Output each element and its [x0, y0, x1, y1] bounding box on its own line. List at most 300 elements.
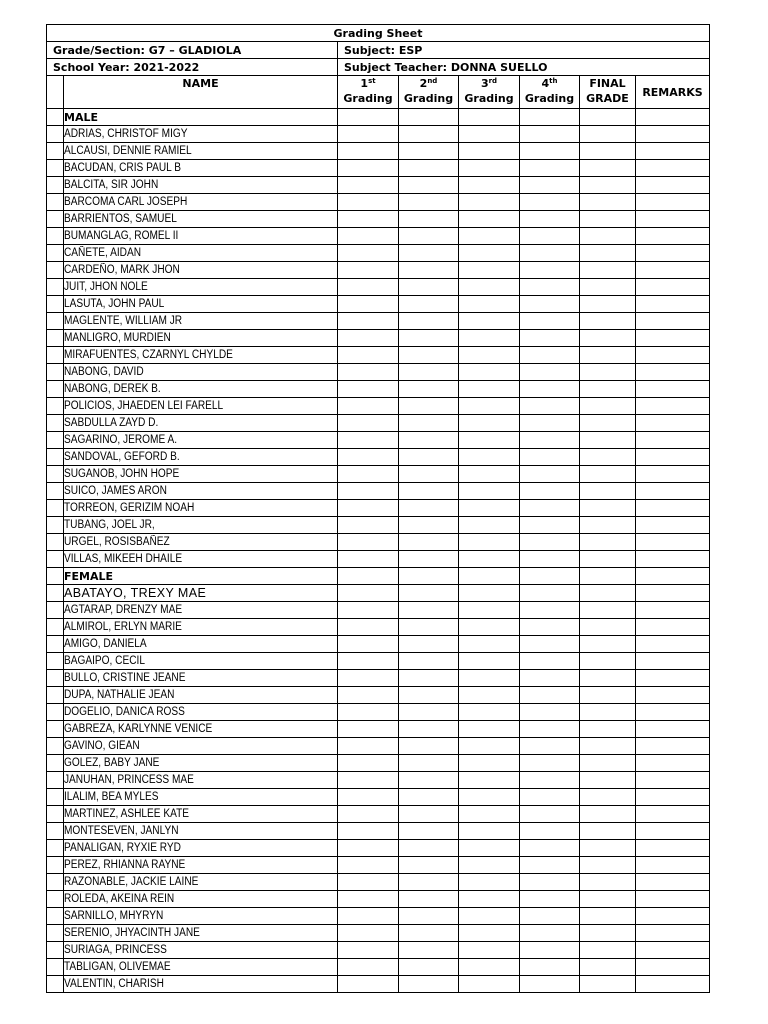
grade-3-cell[interactable]	[459, 279, 520, 296]
final-grade-cell[interactable]	[580, 653, 636, 670]
grade-1-cell[interactable]	[338, 789, 399, 806]
grade-1-cell[interactable]	[338, 602, 399, 619]
final-grade-cell[interactable]	[580, 823, 636, 840]
grade-3-cell[interactable]	[459, 908, 520, 925]
grade-1-cell[interactable]	[338, 381, 399, 398]
grade-3-cell[interactable]	[459, 755, 520, 772]
grade-4-cell[interactable]	[520, 517, 580, 534]
grade-1-cell[interactable]	[338, 823, 399, 840]
grade-4-cell[interactable]	[520, 500, 580, 517]
grade-3-cell[interactable]	[459, 296, 520, 313]
final-grade-cell[interactable]	[580, 500, 636, 517]
grade-2-cell[interactable]	[399, 381, 459, 398]
grade-1-cell[interactable]	[338, 534, 399, 551]
grade-4-cell[interactable]	[520, 568, 580, 585]
grade-1-cell[interactable]	[338, 925, 399, 942]
remarks-cell[interactable]	[636, 857, 710, 874]
grade-3-cell[interactable]	[459, 194, 520, 211]
grade-1-cell[interactable]	[338, 245, 399, 262]
grade-4-cell[interactable]	[520, 908, 580, 925]
final-grade-cell[interactable]	[580, 245, 636, 262]
grade-2-cell[interactable]	[399, 806, 459, 823]
remarks-cell[interactable]	[636, 585, 710, 602]
grade-4-cell[interactable]	[520, 296, 580, 313]
grade-4-cell[interactable]	[520, 126, 580, 143]
grade-1-cell[interactable]	[338, 891, 399, 908]
final-grade-cell[interactable]	[580, 976, 636, 993]
grade-3-cell[interactable]	[459, 976, 520, 993]
grade-3-cell[interactable]	[459, 364, 520, 381]
remarks-cell[interactable]	[636, 568, 710, 585]
remarks-cell[interactable]	[636, 908, 710, 925]
final-grade-cell[interactable]	[580, 840, 636, 857]
final-grade-cell[interactable]	[580, 364, 636, 381]
final-grade-cell[interactable]	[580, 551, 636, 568]
grade-2-cell[interactable]	[399, 619, 459, 636]
grade-1-cell[interactable]	[338, 483, 399, 500]
grade-3-cell[interactable]	[459, 602, 520, 619]
remarks-cell[interactable]	[636, 194, 710, 211]
grade-3-cell[interactable]	[459, 789, 520, 806]
remarks-cell[interactable]	[636, 432, 710, 449]
remarks-cell[interactable]	[636, 415, 710, 432]
grade-4-cell[interactable]	[520, 330, 580, 347]
grade-4-cell[interactable]	[520, 721, 580, 738]
remarks-cell[interactable]	[636, 806, 710, 823]
grade-2-cell[interactable]	[399, 857, 459, 874]
final-grade-cell[interactable]	[580, 177, 636, 194]
grade-4-cell[interactable]	[520, 806, 580, 823]
final-grade-cell[interactable]	[580, 806, 636, 823]
remarks-cell[interactable]	[636, 738, 710, 755]
grade-2-cell[interactable]	[399, 330, 459, 347]
grade-3-cell[interactable]	[459, 313, 520, 330]
grade-4-cell[interactable]	[520, 483, 580, 500]
grade-3-cell[interactable]	[459, 925, 520, 942]
final-grade-cell[interactable]	[580, 228, 636, 245]
grade-2-cell[interactable]	[399, 517, 459, 534]
grade-4-cell[interactable]	[520, 194, 580, 211]
remarks-cell[interactable]	[636, 466, 710, 483]
grade-4-cell[interactable]	[520, 653, 580, 670]
grade-3-cell[interactable]	[459, 109, 520, 126]
grade-1-cell[interactable]	[338, 347, 399, 364]
grade-3-cell[interactable]	[459, 483, 520, 500]
grade-4-cell[interactable]	[520, 551, 580, 568]
grade-4-cell[interactable]	[520, 228, 580, 245]
grade-4-cell[interactable]	[520, 585, 580, 602]
grade-3-cell[interactable]	[459, 398, 520, 415]
grade-3-cell[interactable]	[459, 619, 520, 636]
final-grade-cell[interactable]	[580, 398, 636, 415]
remarks-cell[interactable]	[636, 449, 710, 466]
final-grade-cell[interactable]	[580, 126, 636, 143]
grade-1-cell[interactable]	[338, 160, 399, 177]
grade-1-cell[interactable]	[338, 415, 399, 432]
grade-4-cell[interactable]	[520, 381, 580, 398]
grade-2-cell[interactable]	[399, 194, 459, 211]
grade-3-cell[interactable]	[459, 942, 520, 959]
grade-4-cell[interactable]	[520, 959, 580, 976]
grade-2-cell[interactable]	[399, 959, 459, 976]
remarks-cell[interactable]	[636, 704, 710, 721]
grade-4-cell[interactable]	[520, 143, 580, 160]
grade-3-cell[interactable]	[459, 738, 520, 755]
grade-3-cell[interactable]	[459, 262, 520, 279]
grade-2-cell[interactable]	[399, 466, 459, 483]
grade-4-cell[interactable]	[520, 347, 580, 364]
grade-4-cell[interactable]	[520, 704, 580, 721]
grade-2-cell[interactable]	[399, 687, 459, 704]
remarks-cell[interactable]	[636, 670, 710, 687]
grade-1-cell[interactable]	[338, 738, 399, 755]
remarks-cell[interactable]	[636, 789, 710, 806]
final-grade-cell[interactable]	[580, 959, 636, 976]
grade-3-cell[interactable]	[459, 772, 520, 789]
final-grade-cell[interactable]	[580, 347, 636, 364]
grade-1-cell[interactable]	[338, 704, 399, 721]
remarks-cell[interactable]	[636, 211, 710, 228]
remarks-cell[interactable]	[636, 279, 710, 296]
grade-2-cell[interactable]	[399, 704, 459, 721]
final-grade-cell[interactable]	[580, 670, 636, 687]
grade-2-cell[interactable]	[399, 177, 459, 194]
remarks-cell[interactable]	[636, 925, 710, 942]
grade-3-cell[interactable]	[459, 432, 520, 449]
grade-4-cell[interactable]	[520, 840, 580, 857]
final-grade-cell[interactable]	[580, 534, 636, 551]
grade-2-cell[interactable]	[399, 670, 459, 687]
grade-4-cell[interactable]	[520, 398, 580, 415]
final-grade-cell[interactable]	[580, 721, 636, 738]
grade-4-cell[interactable]	[520, 466, 580, 483]
grade-1-cell[interactable]	[338, 755, 399, 772]
grade-1-cell[interactable]	[338, 908, 399, 925]
final-grade-cell[interactable]	[580, 755, 636, 772]
grade-1-cell[interactable]	[338, 568, 399, 585]
grade-2-cell[interactable]	[399, 109, 459, 126]
grade-2-cell[interactable]	[399, 721, 459, 738]
grade-1-cell[interactable]	[338, 840, 399, 857]
final-grade-cell[interactable]	[580, 330, 636, 347]
grade-1-cell[interactable]	[338, 449, 399, 466]
grade-2-cell[interactable]	[399, 772, 459, 789]
grade-2-cell[interactable]	[399, 942, 459, 959]
grade-3-cell[interactable]	[459, 143, 520, 160]
final-grade-cell[interactable]	[580, 313, 636, 330]
grade-4-cell[interactable]	[520, 874, 580, 891]
grade-4-cell[interactable]	[520, 177, 580, 194]
grade-2-cell[interactable]	[399, 925, 459, 942]
grade-1-cell[interactable]	[338, 398, 399, 415]
grade-1-cell[interactable]	[338, 194, 399, 211]
grade-2-cell[interactable]	[399, 789, 459, 806]
final-grade-cell[interactable]	[580, 296, 636, 313]
remarks-cell[interactable]	[636, 160, 710, 177]
grade-4-cell[interactable]	[520, 211, 580, 228]
grade-3-cell[interactable]	[459, 840, 520, 857]
grade-1-cell[interactable]	[338, 330, 399, 347]
grade-2-cell[interactable]	[399, 891, 459, 908]
grade-3-cell[interactable]	[459, 670, 520, 687]
grade-2-cell[interactable]	[399, 908, 459, 925]
grade-1-cell[interactable]	[338, 432, 399, 449]
remarks-cell[interactable]	[636, 619, 710, 636]
grade-1-cell[interactable]	[338, 721, 399, 738]
grade-1-cell[interactable]	[338, 296, 399, 313]
grade-1-cell[interactable]	[338, 126, 399, 143]
grade-1-cell[interactable]	[338, 687, 399, 704]
grade-4-cell[interactable]	[520, 738, 580, 755]
grade-4-cell[interactable]	[520, 109, 580, 126]
final-grade-cell[interactable]	[580, 636, 636, 653]
remarks-cell[interactable]	[636, 245, 710, 262]
grade-4-cell[interactable]	[520, 772, 580, 789]
remarks-cell[interactable]	[636, 721, 710, 738]
remarks-cell[interactable]	[636, 500, 710, 517]
grade-1-cell[interactable]	[338, 211, 399, 228]
grade-2-cell[interactable]	[399, 415, 459, 432]
grade-3-cell[interactable]	[459, 415, 520, 432]
grade-3-cell[interactable]	[459, 534, 520, 551]
final-grade-cell[interactable]	[580, 262, 636, 279]
grade-4-cell[interactable]	[520, 415, 580, 432]
final-grade-cell[interactable]	[580, 789, 636, 806]
final-grade-cell[interactable]	[580, 602, 636, 619]
final-grade-cell[interactable]	[580, 568, 636, 585]
grade-2-cell[interactable]	[399, 653, 459, 670]
grade-1-cell[interactable]	[338, 874, 399, 891]
grade-3-cell[interactable]	[459, 245, 520, 262]
remarks-cell[interactable]	[636, 653, 710, 670]
grade-1-cell[interactable]	[338, 619, 399, 636]
grade-1-cell[interactable]	[338, 517, 399, 534]
grade-2-cell[interactable]	[399, 228, 459, 245]
remarks-cell[interactable]	[636, 347, 710, 364]
grade-2-cell[interactable]	[399, 568, 459, 585]
grade-1-cell[interactable]	[338, 551, 399, 568]
remarks-cell[interactable]	[636, 143, 710, 160]
remarks-cell[interactable]	[636, 976, 710, 993]
grade-4-cell[interactable]	[520, 364, 580, 381]
grade-1-cell[interactable]	[338, 364, 399, 381]
grade-1-cell[interactable]	[338, 670, 399, 687]
final-grade-cell[interactable]	[580, 194, 636, 211]
grade-3-cell[interactable]	[459, 160, 520, 177]
grade-3-cell[interactable]	[459, 857, 520, 874]
final-grade-cell[interactable]	[580, 109, 636, 126]
remarks-cell[interactable]	[636, 177, 710, 194]
grade-2-cell[interactable]	[399, 143, 459, 160]
grade-3-cell[interactable]	[459, 126, 520, 143]
grade-4-cell[interactable]	[520, 449, 580, 466]
final-grade-cell[interactable]	[580, 279, 636, 296]
remarks-cell[interactable]	[636, 126, 710, 143]
grade-1-cell[interactable]	[338, 636, 399, 653]
remarks-cell[interactable]	[636, 296, 710, 313]
grade-2-cell[interactable]	[399, 534, 459, 551]
grade-4-cell[interactable]	[520, 925, 580, 942]
final-grade-cell[interactable]	[580, 517, 636, 534]
remarks-cell[interactable]	[636, 398, 710, 415]
grade-4-cell[interactable]	[520, 279, 580, 296]
grade-3-cell[interactable]	[459, 704, 520, 721]
grade-2-cell[interactable]	[399, 449, 459, 466]
grade-3-cell[interactable]	[459, 517, 520, 534]
grade-2-cell[interactable]	[399, 840, 459, 857]
grade-2-cell[interactable]	[399, 262, 459, 279]
grade-2-cell[interactable]	[399, 279, 459, 296]
final-grade-cell[interactable]	[580, 908, 636, 925]
grade-4-cell[interactable]	[520, 619, 580, 636]
remarks-cell[interactable]	[636, 840, 710, 857]
grade-1-cell[interactable]	[338, 279, 399, 296]
grade-1-cell[interactable]	[338, 262, 399, 279]
final-grade-cell[interactable]	[580, 857, 636, 874]
grade-4-cell[interactable]	[520, 534, 580, 551]
grade-1-cell[interactable]	[338, 143, 399, 160]
remarks-cell[interactable]	[636, 228, 710, 245]
grade-2-cell[interactable]	[399, 296, 459, 313]
final-grade-cell[interactable]	[580, 738, 636, 755]
grade-2-cell[interactable]	[399, 160, 459, 177]
grade-3-cell[interactable]	[459, 330, 520, 347]
remarks-cell[interactable]	[636, 534, 710, 551]
grade-4-cell[interactable]	[520, 670, 580, 687]
grade-3-cell[interactable]	[459, 449, 520, 466]
grade-1-cell[interactable]	[338, 177, 399, 194]
final-grade-cell[interactable]	[580, 585, 636, 602]
grade-2-cell[interactable]	[399, 976, 459, 993]
grade-1-cell[interactable]	[338, 228, 399, 245]
grade-4-cell[interactable]	[520, 602, 580, 619]
grade-1-cell[interactable]	[338, 466, 399, 483]
grade-2-cell[interactable]	[399, 738, 459, 755]
grade-4-cell[interactable]	[520, 755, 580, 772]
grade-3-cell[interactable]	[459, 177, 520, 194]
grade-3-cell[interactable]	[459, 687, 520, 704]
grade-2-cell[interactable]	[399, 602, 459, 619]
grade-3-cell[interactable]	[459, 823, 520, 840]
grade-2-cell[interactable]	[399, 398, 459, 415]
grade-3-cell[interactable]	[459, 636, 520, 653]
grade-4-cell[interactable]	[520, 942, 580, 959]
remarks-cell[interactable]	[636, 262, 710, 279]
grade-1-cell[interactable]	[338, 109, 399, 126]
final-grade-cell[interactable]	[580, 483, 636, 500]
grade-2-cell[interactable]	[399, 347, 459, 364]
grade-2-cell[interactable]	[399, 636, 459, 653]
grade-1-cell[interactable]	[338, 653, 399, 670]
remarks-cell[interactable]	[636, 381, 710, 398]
grade-3-cell[interactable]	[459, 874, 520, 891]
final-grade-cell[interactable]	[580, 925, 636, 942]
final-grade-cell[interactable]	[580, 449, 636, 466]
final-grade-cell[interactable]	[580, 432, 636, 449]
grade-4-cell[interactable]	[520, 262, 580, 279]
remarks-cell[interactable]	[636, 891, 710, 908]
remarks-cell[interactable]	[636, 109, 710, 126]
grade-4-cell[interactable]	[520, 823, 580, 840]
remarks-cell[interactable]	[636, 551, 710, 568]
grade-2-cell[interactable]	[399, 313, 459, 330]
grade-3-cell[interactable]	[459, 653, 520, 670]
grade-3-cell[interactable]	[459, 721, 520, 738]
final-grade-cell[interactable]	[580, 211, 636, 228]
remarks-cell[interactable]	[636, 959, 710, 976]
final-grade-cell[interactable]	[580, 466, 636, 483]
final-grade-cell[interactable]	[580, 687, 636, 704]
grade-4-cell[interactable]	[520, 891, 580, 908]
grade-3-cell[interactable]	[459, 551, 520, 568]
grade-1-cell[interactable]	[338, 959, 399, 976]
grade-3-cell[interactable]	[459, 500, 520, 517]
grade-4-cell[interactable]	[520, 313, 580, 330]
remarks-cell[interactable]	[636, 517, 710, 534]
grade-4-cell[interactable]	[520, 432, 580, 449]
remarks-cell[interactable]	[636, 823, 710, 840]
remarks-cell[interactable]	[636, 636, 710, 653]
final-grade-cell[interactable]	[580, 772, 636, 789]
grade-1-cell[interactable]	[338, 942, 399, 959]
grade-1-cell[interactable]	[338, 806, 399, 823]
grade-1-cell[interactable]	[338, 500, 399, 517]
grade-3-cell[interactable]	[459, 568, 520, 585]
grade-2-cell[interactable]	[399, 823, 459, 840]
grade-4-cell[interactable]	[520, 636, 580, 653]
remarks-cell[interactable]	[636, 772, 710, 789]
remarks-cell[interactable]	[636, 602, 710, 619]
grade-3-cell[interactable]	[459, 806, 520, 823]
remarks-cell[interactable]	[636, 687, 710, 704]
grade-1-cell[interactable]	[338, 976, 399, 993]
remarks-cell[interactable]	[636, 755, 710, 772]
grade-2-cell[interactable]	[399, 483, 459, 500]
grade-4-cell[interactable]	[520, 687, 580, 704]
final-grade-cell[interactable]	[580, 891, 636, 908]
grade-2-cell[interactable]	[399, 874, 459, 891]
grade-4-cell[interactable]	[520, 857, 580, 874]
remarks-cell[interactable]	[636, 483, 710, 500]
grade-1-cell[interactable]	[338, 857, 399, 874]
grade-3-cell[interactable]	[459, 466, 520, 483]
final-grade-cell[interactable]	[580, 874, 636, 891]
grade-2-cell[interactable]	[399, 364, 459, 381]
remarks-cell[interactable]	[636, 942, 710, 959]
remarks-cell[interactable]	[636, 313, 710, 330]
grade-3-cell[interactable]	[459, 211, 520, 228]
grade-2-cell[interactable]	[399, 432, 459, 449]
remarks-cell[interactable]	[636, 364, 710, 381]
grade-1-cell[interactable]	[338, 585, 399, 602]
grade-3-cell[interactable]	[459, 381, 520, 398]
grade-4-cell[interactable]	[520, 245, 580, 262]
grade-3-cell[interactable]	[459, 228, 520, 245]
grade-4-cell[interactable]	[520, 160, 580, 177]
grade-2-cell[interactable]	[399, 500, 459, 517]
final-grade-cell[interactable]	[580, 160, 636, 177]
grade-3-cell[interactable]	[459, 585, 520, 602]
remarks-cell[interactable]	[636, 330, 710, 347]
remarks-cell[interactable]	[636, 874, 710, 891]
grade-3-cell[interactable]	[459, 959, 520, 976]
final-grade-cell[interactable]	[580, 143, 636, 160]
grade-2-cell[interactable]	[399, 245, 459, 262]
final-grade-cell[interactable]	[580, 619, 636, 636]
final-grade-cell[interactable]	[580, 942, 636, 959]
grade-2-cell[interactable]	[399, 211, 459, 228]
grade-2-cell[interactable]	[399, 126, 459, 143]
